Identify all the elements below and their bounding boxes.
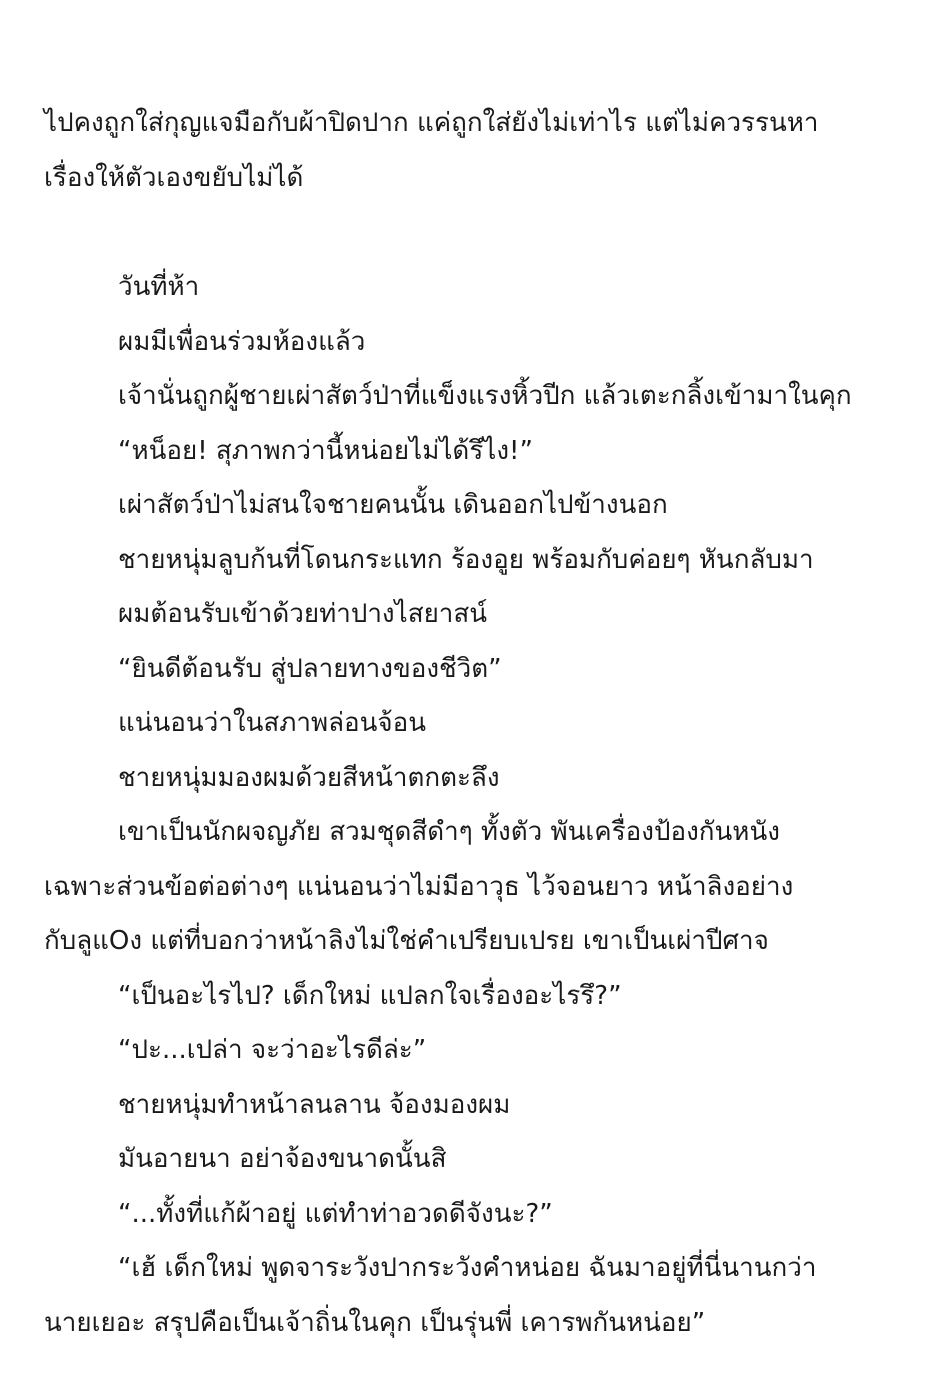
text-line: นายเยอะ สรุปคือเป็นเจ้าถิ่นในคุก เป็นรุ่นพี่ เคารพกันหน่อย”	[44, 1307, 706, 1338]
text-line: ชายหนุ่มทำหน้าลนลาน จ้องมองผม	[118, 1089, 511, 1120]
text-line: “เป็นอะไรไป? เด็กใหม่ แปลกใจเรื่องอะไรรึ?”	[118, 980, 622, 1011]
text-line: “เฮ้ เด็กใหม่ พูดจาระวังปากระวังคำหน่อย ฉันมาอยู่ที่นี่นานกว่า	[118, 1253, 817, 1283]
text-line: เฉพาะส่วนข้อต่อต่างๆ แน่นอนว่าไม่มีอาวุธ ไว้จอนยาว หน้าลิงอย่าง	[44, 871, 794, 902]
text-line: ผมต้อนรับเข้าด้วยท่าปางไสยาสน์	[118, 599, 488, 629]
text-line: เจ้านั่นถูกผู้ชายเผ่าสัตว์ป่าที่แข็งแรงหิ้วปีก แล้วเตะกลิ้งเข้ามาในคุก	[118, 381, 852, 411]
text-line: ผมมีเพื่อนร่วมห้องแล้ว	[118, 326, 366, 357]
text-line: เผ่าสัตว์ป่าไม่สนใจชายคนนั้น เดินออกไปข้างนอก	[118, 490, 668, 520]
text-line: เรื่องให้ตัวเองขยับไม่ได้	[44, 162, 304, 193]
text-line: วันที่ห้า	[118, 272, 200, 302]
text-line: ชายหนุ่มลูบก้นที่โดนกระแทก ร้องอูย พร้อมกับค่อยๆ หันกลับมา	[118, 544, 814, 575]
text-line: “...ทั้งที่แก้ผ้าอยู่ แต่ทำท่าอวดดีจังนะ?”	[118, 1198, 553, 1229]
text-line: แน่นอนว่าในสภาพล่อนจ้อน	[118, 708, 427, 738]
text-block	[44, 96, 852, 1350]
text-line: “ปะ...เปล่า จะว่าอะไรดีล่ะ”	[118, 1035, 427, 1065]
text-line: กับลูแOง แต่ที่บอกว่าหน้าลิงไม่ใช่คำเปรียบเปรย เขาเป็นเผ่าปีศาจ	[44, 926, 769, 956]
paragraph-gap	[44, 205, 804, 260]
text-line: ชายหนุ่มมองผมด้วยสีหน้าตกตะลึง	[118, 762, 500, 793]
text-line: ไปคงถูกใส่กุญแจมือกับผ้าปิดปาก แค่ถูกใส่ยังไม่เท่าไร แต่ไม่ควรรนหา	[44, 108, 819, 138]
text-line: “ยินดีต้อนรับ สู่ปลายทางของชีวิต”	[118, 653, 502, 684]
text-line: เขาเป็นนักผจญภัย สวมชุดสีดำๆ ทั้งตัว พันเครื่องป้องกันหนัง	[118, 817, 780, 847]
text-line: มันอายนา อย่าจ้องขนาดนั้นสิ	[118, 1144, 447, 1174]
text-line: “หน็อย! สุภาพกว่านี้หน่อยไม่ได้รึไง!”	[118, 435, 533, 466]
